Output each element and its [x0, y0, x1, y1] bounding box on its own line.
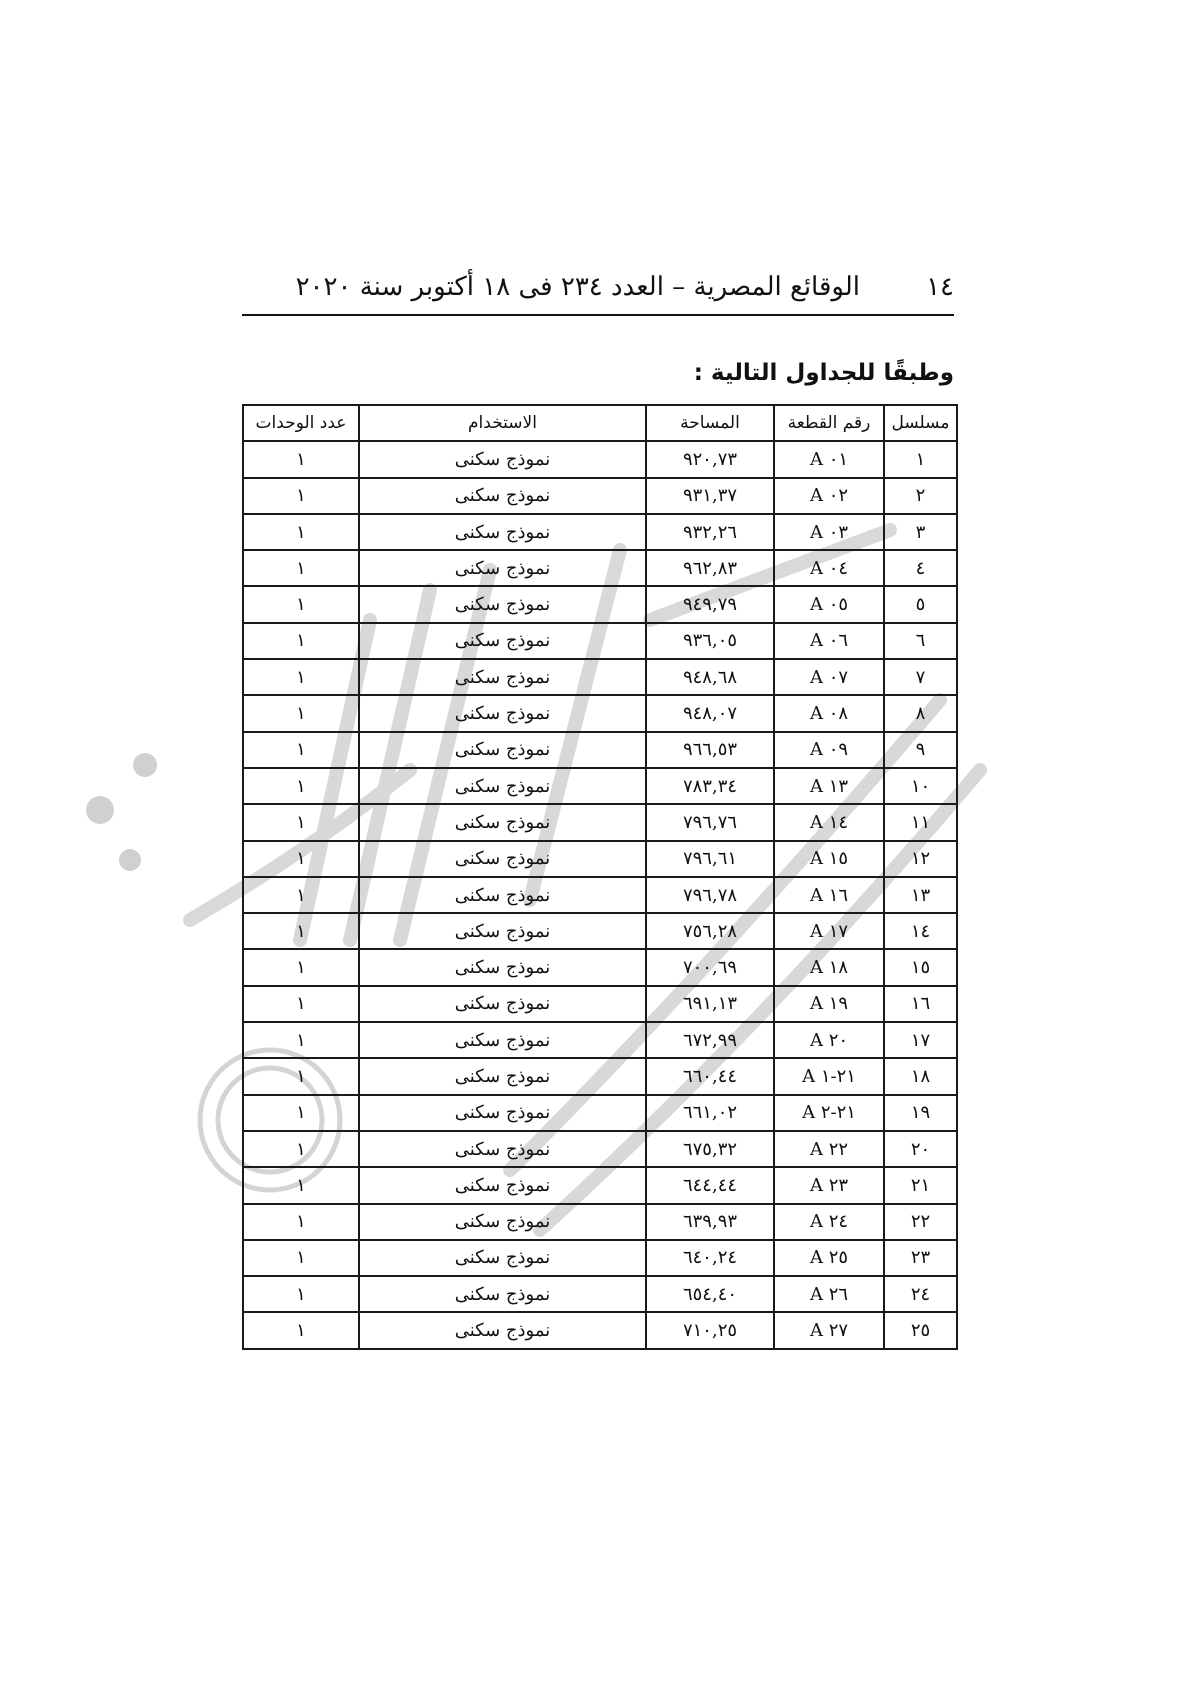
- table-row: [243, 441, 957, 477]
- table-row: [243, 986, 957, 1022]
- table-row: [243, 768, 957, 804]
- area-cell: ٩٣١,٣٧: [646, 478, 774, 514]
- plot-number-cell: A ١٣: [774, 768, 884, 804]
- serial-cell: ١٨: [884, 1058, 957, 1094]
- use-cell: نموذج سكنى: [359, 695, 646, 731]
- serial-cell: ١٧: [884, 1022, 957, 1058]
- plot-number-cell: A ٢٧: [774, 1312, 884, 1348]
- table-row: [243, 1312, 957, 1348]
- serial-cell: ١٣: [884, 877, 957, 913]
- page-number: ١٤: [926, 272, 954, 302]
- table-row: [243, 659, 957, 695]
- units-cell: ١: [243, 732, 359, 768]
- area-cell: ٦٥٤,٤٠: [646, 1276, 774, 1312]
- serial-cell: ١٦: [884, 986, 957, 1022]
- use-cell: نموذج سكنى: [359, 913, 646, 949]
- table-row: [243, 732, 957, 768]
- table-row: [243, 1095, 957, 1131]
- units-cell: ١: [243, 550, 359, 586]
- use-cell: نموذج سكنى: [359, 1167, 646, 1203]
- table-row: [243, 949, 957, 985]
- plot-number-cell: A ٠٧: [774, 659, 884, 695]
- area-cell: ٧٠٠,٦٩: [646, 949, 774, 985]
- units-cell: ١: [243, 1312, 359, 1348]
- units-cell: ١: [243, 1276, 359, 1312]
- use-cell: نموذج سكنى: [359, 986, 646, 1022]
- serial-cell: ٨: [884, 695, 957, 731]
- plot-number-cell: A ١٨: [774, 949, 884, 985]
- plot-number-cell: A ٢٥: [774, 1240, 884, 1276]
- units-cell: ١: [243, 1058, 359, 1094]
- plot-number-cell: A ٠٣: [774, 514, 884, 550]
- use-cell: نموذج سكنى: [359, 1204, 646, 1240]
- use-cell: نموذج سكنى: [359, 1240, 646, 1276]
- table-row: [243, 841, 957, 877]
- units-cell: ١: [243, 478, 359, 514]
- area-cell: ٦٤٤,٤٤: [646, 1167, 774, 1203]
- area-cell: ٩٣٦,٠٥: [646, 623, 774, 659]
- use-cell: نموذج سكنى: [359, 877, 646, 913]
- units-cell: ١: [243, 514, 359, 550]
- table-row: [243, 913, 957, 949]
- plot-number-cell: A ٢٠: [774, 1022, 884, 1058]
- use-cell: نموذج سكنى: [359, 1095, 646, 1131]
- area-cell: ٩٤٨,٦٨: [646, 659, 774, 695]
- page-header: [242, 266, 954, 316]
- use-cell: نموذج سكنى: [359, 1022, 646, 1058]
- area-cell: ٦٩١,١٣: [646, 986, 774, 1022]
- area-cell: ٩٦٦,٥٣: [646, 732, 774, 768]
- area-cell: ٦٦٠,٤٤: [646, 1058, 774, 1094]
- units-cell: ١: [243, 1095, 359, 1131]
- table-row: [243, 550, 957, 586]
- table-row: [243, 1204, 957, 1240]
- serial-cell: ١: [884, 441, 957, 477]
- units-cell: ١: [243, 804, 359, 840]
- units-cell: ١: [243, 695, 359, 731]
- serial-cell: ٢٤: [884, 1276, 957, 1312]
- plot-number-cell: A ٠٦: [774, 623, 884, 659]
- plot-number-cell: A ١٤: [774, 804, 884, 840]
- units-cell: ١: [243, 949, 359, 985]
- plots-table: [242, 404, 958, 1350]
- plot-number-cell: A ١٦: [774, 877, 884, 913]
- column-header-area: المساحة: [646, 405, 774, 441]
- serial-cell: ٦: [884, 623, 957, 659]
- table-row: [243, 1058, 957, 1094]
- plot-number-cell: A ٠٥: [774, 586, 884, 622]
- area-cell: ٦٦١,٠٢: [646, 1095, 774, 1131]
- use-cell: نموذج سكنى: [359, 949, 646, 985]
- units-cell: ١: [243, 1240, 359, 1276]
- units-cell: ١: [243, 441, 359, 477]
- units-cell: ١: [243, 913, 359, 949]
- table-row: [243, 877, 957, 913]
- table-row: [243, 478, 957, 514]
- use-cell: نموذج سكنى: [359, 768, 646, 804]
- plot-number-cell: A ٢٦: [774, 1276, 884, 1312]
- use-cell: نموذج سكنى: [359, 478, 646, 514]
- intro-text: وطبقًا للجداول التالية :: [693, 360, 954, 386]
- use-cell: نموذج سكنى: [359, 1131, 646, 1167]
- plot-number-cell: A ١٩: [774, 986, 884, 1022]
- use-cell: نموذج سكنى: [359, 441, 646, 477]
- column-header-use: الاستخدام: [359, 405, 646, 441]
- area-cell: ٧٩٦,٧٦: [646, 804, 774, 840]
- plot-number-cell: A ٠٩: [774, 732, 884, 768]
- units-cell: ١: [243, 1131, 359, 1167]
- area-cell: ٩٤٨,٠٧: [646, 695, 774, 731]
- serial-cell: ٩: [884, 732, 957, 768]
- area-cell: ٩٦٢,٨٣: [646, 550, 774, 586]
- area-cell: ٩٣٢,٢٦: [646, 514, 774, 550]
- serial-cell: ٤: [884, 550, 957, 586]
- area-cell: ٩٤٩,٧٩: [646, 586, 774, 622]
- column-header-plot-number: رقم القطعة: [774, 405, 884, 441]
- units-cell: ١: [243, 768, 359, 804]
- units-cell: ١: [243, 1022, 359, 1058]
- serial-cell: ١٠: [884, 768, 957, 804]
- area-cell: ٦٣٩,٩٣: [646, 1204, 774, 1240]
- plot-number-cell: A ١٧: [774, 913, 884, 949]
- plot-number-cell: A ٢٤: [774, 1204, 884, 1240]
- units-cell: ١: [243, 586, 359, 622]
- use-cell: نموذج سكنى: [359, 804, 646, 840]
- use-cell: نموذج سكنى: [359, 514, 646, 550]
- area-cell: ٧١٠,٢٥: [646, 1312, 774, 1348]
- serial-cell: ٥: [884, 586, 957, 622]
- use-cell: نموذج سكنى: [359, 1058, 646, 1094]
- table-row: [243, 1167, 957, 1203]
- table-row: [243, 1276, 957, 1312]
- use-cell: نموذج سكنى: [359, 586, 646, 622]
- table-row: [243, 804, 957, 840]
- plot-number-cell: A ٢٢: [774, 1131, 884, 1167]
- table-row: [243, 1022, 957, 1058]
- units-cell: ١: [243, 1167, 359, 1203]
- serial-cell: ٧: [884, 659, 957, 695]
- serial-cell: ٣: [884, 514, 957, 550]
- table-row: [243, 623, 957, 659]
- column-header-serial: مسلسل: [884, 405, 957, 441]
- serial-cell: ٢١: [884, 1167, 957, 1203]
- plot-number-cell: A ٠١: [774, 441, 884, 477]
- serial-cell: ٢٥: [884, 1312, 957, 1348]
- area-cell: ٩٢٠,٧٣: [646, 441, 774, 477]
- use-cell: نموذج سكنى: [359, 550, 646, 586]
- units-cell: ١: [243, 659, 359, 695]
- units-cell: ١: [243, 623, 359, 659]
- area-cell: ٦٧٥,٣٢: [646, 1131, 774, 1167]
- table-row: [243, 1131, 957, 1167]
- plot-number-cell: A ٢١-٢: [774, 1095, 884, 1131]
- table-row: [243, 695, 957, 731]
- serial-cell: ١٢: [884, 841, 957, 877]
- serial-cell: ١٥: [884, 949, 957, 985]
- serial-cell: ٢٣: [884, 1240, 957, 1276]
- serial-cell: ١٩: [884, 1095, 957, 1131]
- area-cell: ٦٧٢,٩٩: [646, 1022, 774, 1058]
- use-cell: نموذج سكنى: [359, 841, 646, 877]
- use-cell: نموذج سكنى: [359, 732, 646, 768]
- area-cell: ٧٥٦,٢٨: [646, 913, 774, 949]
- plot-number-cell: A ٢٣: [774, 1167, 884, 1203]
- use-cell: نموذج سكنى: [359, 1312, 646, 1348]
- table-header-row: [243, 405, 957, 441]
- use-cell: نموذج سكنى: [359, 623, 646, 659]
- units-cell: ١: [243, 841, 359, 877]
- serial-cell: ٢٠: [884, 1131, 957, 1167]
- area-cell: ٦٤٠,٢٤: [646, 1240, 774, 1276]
- serial-cell: ٢: [884, 478, 957, 514]
- table-row: [243, 586, 957, 622]
- area-cell: ٧٩٦,٦١: [646, 841, 774, 877]
- plot-number-cell: A ٠٤: [774, 550, 884, 586]
- serial-cell: ١٤: [884, 913, 957, 949]
- units-cell: ١: [243, 1204, 359, 1240]
- table-row: [243, 1240, 957, 1276]
- units-cell: ١: [243, 986, 359, 1022]
- use-cell: نموذج سكنى: [359, 1276, 646, 1312]
- plot-number-cell: A ٠٨: [774, 695, 884, 731]
- use-cell: نموذج سكنى: [359, 659, 646, 695]
- plot-number-cell: A ٠٢: [774, 478, 884, 514]
- gazette-title: الوقائع المصرية – العدد ٢٣٤ فى ١٨ أكتوبر سنة ٢٠٢٠: [295, 272, 860, 302]
- serial-cell: ٢٢: [884, 1204, 957, 1240]
- serial-cell: ١١: [884, 804, 957, 840]
- table-row: [243, 514, 957, 550]
- units-cell: ١: [243, 877, 359, 913]
- area-cell: ٧٩٦,٧٨: [646, 877, 774, 913]
- column-header-units: عدد الوحدات: [243, 405, 359, 441]
- area-cell: ٧٨٣,٣٤: [646, 768, 774, 804]
- plot-number-cell: A ١٥: [774, 841, 884, 877]
- plot-number-cell: A ٢١-١: [774, 1058, 884, 1094]
